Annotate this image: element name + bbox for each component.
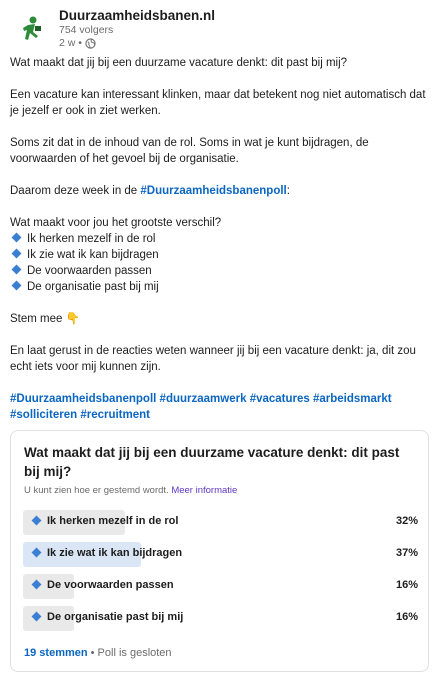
poll-option[interactable] xyxy=(23,606,418,631)
hashtag-link[interactable]: #arbeidsmarkt xyxy=(313,393,392,405)
hashtag-link[interactable]: #recruitment xyxy=(80,409,150,421)
post-paragraph-3: Soms zit dat in de inhoud van de rol. Soms in wat je kunt bijdragen, de voorwaarden of het gevoel bij de organisatie. xyxy=(10,137,369,165)
poll-visibility-note: U kunt zien hoe er gestemd wordt. Meer informatie xyxy=(24,485,238,496)
poll-option-label: Ik zie wat ik kan bijdragen xyxy=(47,547,183,559)
poll-option-percent: 16% xyxy=(395,611,418,623)
bullet-item: De voorwaarden passen xyxy=(10,263,428,279)
blue-diamond-icon xyxy=(32,516,42,526)
blue-diamond-icon xyxy=(12,281,22,291)
post-text xyxy=(10,55,428,375)
call-to-vote: Stem mee 👇 xyxy=(10,313,80,325)
blue-diamond-icon xyxy=(32,580,42,590)
post-header xyxy=(16,8,215,50)
hashtag-link[interactable]: #solliciteren xyxy=(10,409,78,421)
post-closing-paragraph: En laat gerust in de reacties weten wanneer jij bij een vacature denkt: ja, dit zou echt iets voor mij kunnen zijn. xyxy=(10,345,416,373)
more-info-link[interactable]: Meer informatie xyxy=(171,485,238,496)
poll-option[interactable] xyxy=(23,542,418,567)
post-paragraph-2: Een vacature kan interessant klinken, maar dat betekent nog niet automatisch dat je jezelf er ook in ziet werken. xyxy=(10,89,426,117)
poll-option-percent: 37% xyxy=(395,547,418,559)
blue-diamond-icon xyxy=(32,548,42,558)
post-age: 2 w • xyxy=(59,37,82,49)
follower-count: 754 volgers xyxy=(59,24,114,36)
globe-icon xyxy=(85,38,96,49)
poll-option-percent: 16% xyxy=(395,579,418,591)
poll-option[interactable] xyxy=(23,574,418,599)
blue-diamond-icon xyxy=(12,249,22,259)
poll-option[interactable] xyxy=(23,510,418,535)
poll-card xyxy=(10,430,429,672)
bullet-item: Ik herken mezelf in de rol xyxy=(10,231,428,247)
hashtag-link[interactable]: #Duurzaamheidsbanenpoll xyxy=(140,185,287,197)
hashtag-link[interactable]: #vacatures xyxy=(249,393,310,405)
author-name[interactable]: Duurzaamheidsbanen.nl xyxy=(59,8,216,23)
hashtag-link[interactable]: #duurzaamwerk xyxy=(159,393,247,405)
post-line-1: Wat maakt dat jij bij een duurzame vacature denkt: dit past bij mij? xyxy=(10,57,348,69)
poll-question: Wat maakt dat jij bij een duurzame vacature denkt: dit past bij mij? xyxy=(24,445,400,479)
vote-count-link[interactable]: 19 stemmen xyxy=(24,647,88,659)
bullet-item: De organisatie past bij mij xyxy=(10,279,428,295)
blue-diamond-icon xyxy=(32,612,42,622)
hashtag-link[interactable]: #Duurzaamheidsbanenpoll xyxy=(10,393,157,405)
hashtag-list xyxy=(10,391,420,423)
poll-option-label: De organisatie past bij mij xyxy=(47,611,184,623)
company-logo-icon[interactable] xyxy=(16,14,46,44)
poll-footer xyxy=(24,647,172,659)
bullet-item: Ik zie wat ik kan bijdragen xyxy=(10,247,428,263)
post-time xyxy=(59,37,215,50)
poll-option-label: De voorwaarden passen xyxy=(47,579,174,591)
blue-diamond-icon xyxy=(12,233,22,243)
poll-status: • Poll is gesloten xyxy=(87,647,172,659)
question-intro: Wat maakt voor jou het grootste verschil? xyxy=(10,217,222,229)
blue-diamond-icon xyxy=(12,265,22,275)
poll-option-percent: 32% xyxy=(395,515,418,527)
poll-option-label: Ik herken mezelf in de rol xyxy=(47,515,179,527)
post-paragraph-4: Daarom deze week in de #Duurzaamheidsbanenpoll: xyxy=(10,185,290,197)
